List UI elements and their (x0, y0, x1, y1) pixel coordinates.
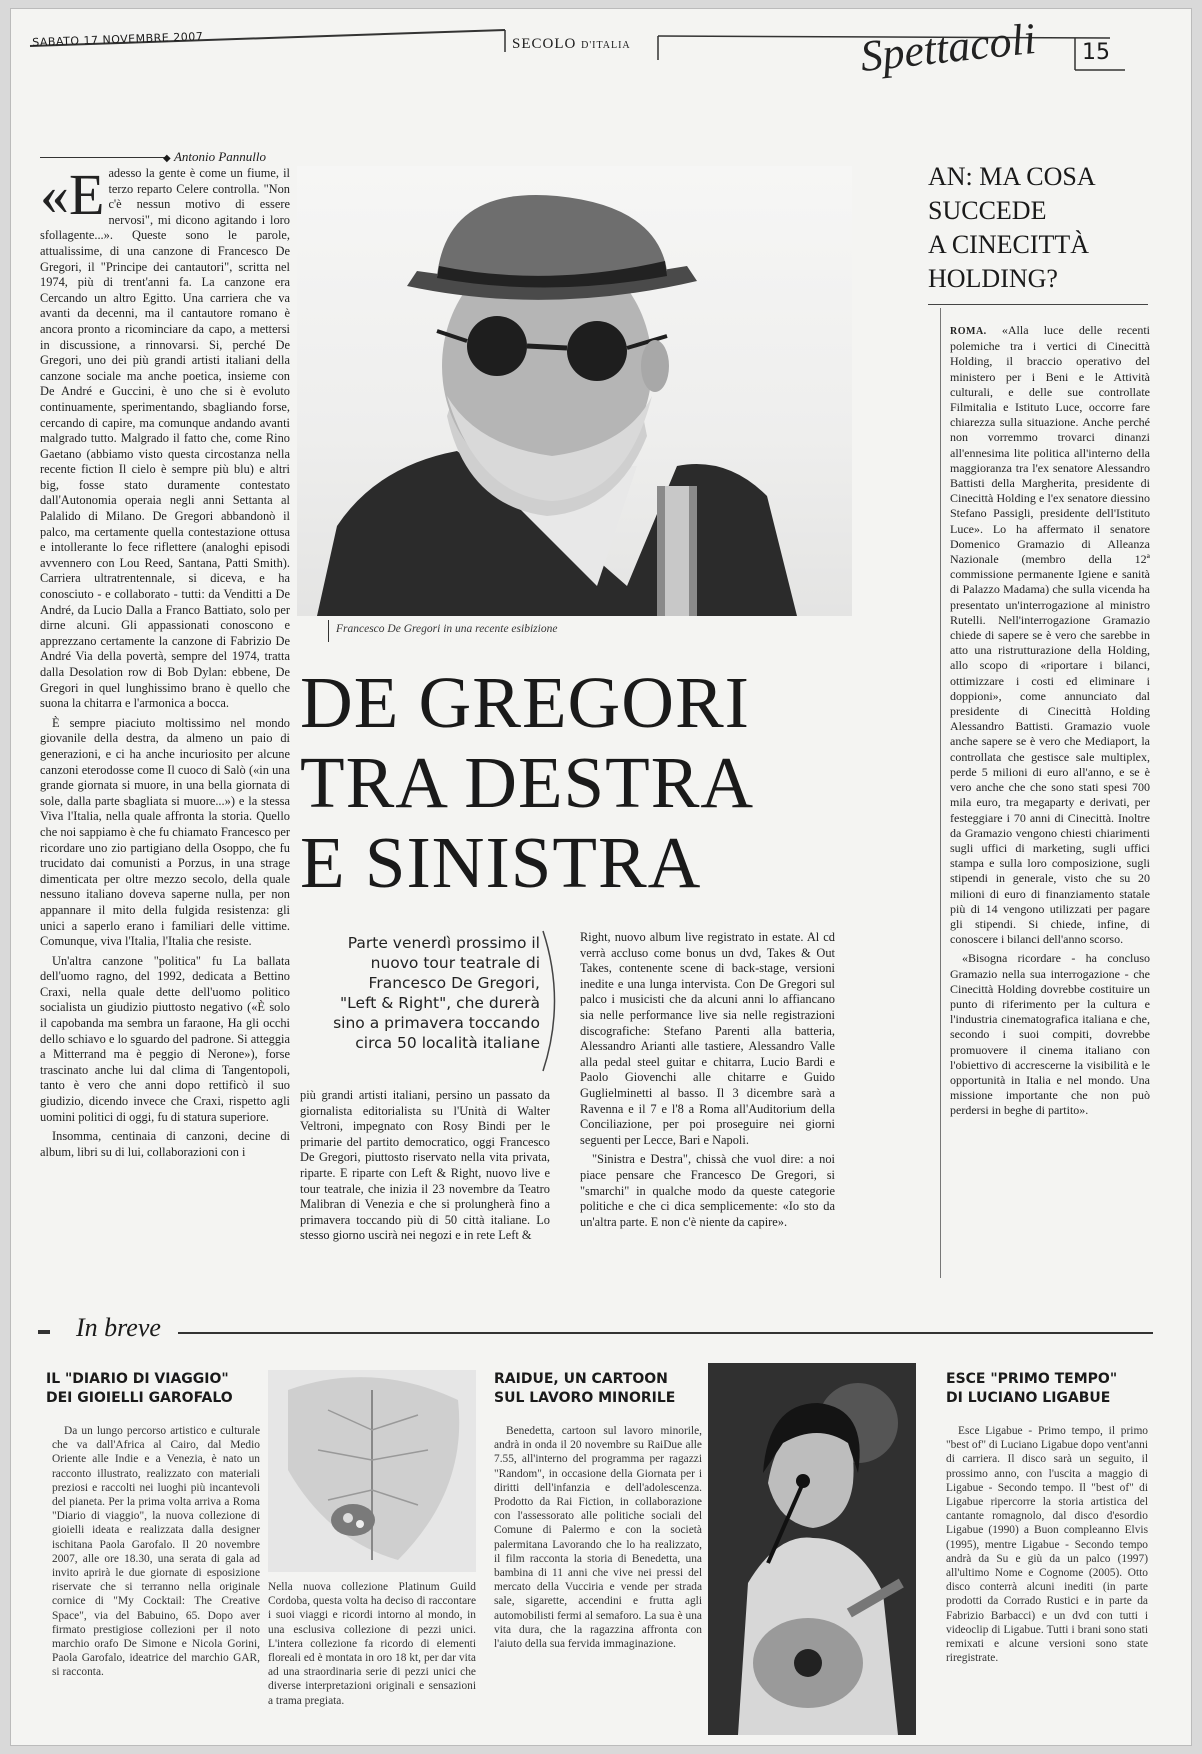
section-title: Spettacoli (857, 13, 1039, 82)
caption-rule (328, 620, 329, 642)
side-rule (928, 304, 1148, 305)
article-column-1 (40, 166, 290, 1276)
issue-date: SABATO 17 NOVEMBRE 2007 (32, 30, 204, 49)
article-paragraph: adesso la gente è come un fiume, il terzo reparto Celere controlla. "Non c'è nessun motivo di essere nervosi", mi dicono agitando i loro sfollagente...». Queste sono le parole, attualissime, di una canzone di Francesco De Gregori, il "Principe dei cantautori", scritta nel 1974, più di trent'anni fa. La canzone era Cercando un altro Egitto. Una carriera che va avanti da decenni, ma il cantautore romano è ancora pronto a ricominciare da capo, a mettersi in discussione, a rinnovarsi. Si, perché De Gregori, uno dei più grandi artisti italiani della canzone sociale ma anche poetica, insieme con De André e Guccini, è uno che si è evoluto continuamente, sperimentando, sbagliando forse, cercando di capire, ma comunque andando avanti malgrado tutto. Malgrado il fatto che, come Rino Gaetano (abbiamo visto questa circostanza nella recente fiction Il cielo è sempre più blu) e altri big, fosse stato duramente contestato dall'Autonomia operaia negli anni Settanta al Palalido di Milano. De Gregori abbandonò il palco, ma certamente quella contestazione ottusa e intollerante lo fece riflettere (analoghi episodi avvennero con Lou Reed, Santana, Patti Smith). Carriera ultratrentennale, si diceva, e ha conosciuto - e collaborato - tutti: da Venditti a De André, da Lucio Dalla a Franco Battiato, solo per dirne alcuni. Gli appassionati conoscono e apprezzano certamente la canzone di Fabrizio De André Via della povertà, sempre del 1974, tratta dalla Desolation row di Bob Dylan: ebbene, De Gregori in quel lunghissimo brano è quello che suona la chitarra e l'armonica a bocca. (40, 166, 290, 711)
ligabue-performer-image (708, 1363, 916, 1735)
ligabue-photo (708, 1363, 916, 1735)
side-headline-line: A CINECITTÀ (928, 230, 1090, 259)
in-breve-mark (38, 1330, 50, 1334)
de-gregori-portrait (297, 166, 852, 616)
in-breve-rule (178, 1332, 1153, 1334)
main-headline (300, 663, 754, 903)
article-paragraph: Right, nuovo album live registrato in estate. Al cd verrà accluso come bonus un dvd, Takes & Out Takes, contenente scene di back-stage, versioni inedite e una lunga intervista. Con De Gregori sul palco i musicisti che da alcuni anni lo affiancano sia nelle performance live sia nelle registrazioni discografiche: Stefano Parenti alla batteria, Alessandro Arianti alle tastiere, Alessandro Valle alla pedal steel guitar e chitarra, Lucio Bardi e Paolo Giovenchi alle chitarre e Guido Guglielminetti al basso. Il 3 dicembre sarà a Ravenna e il 7 e l'8 a Roma all'Auditorium della Conciliazione, per poi proseguire nei giorni seguenti per Lecce, Bari e Napoli. (580, 930, 835, 1147)
brief-headline: RAIDUE, UN CARTOON SUL LAVORO MINORILE (494, 1371, 676, 1406)
headline-line: TRA DESTRA (300, 742, 755, 823)
brief-headline: ESCE "PRIMO TEMPO" DI LUCIANO LIGABUE (946, 1371, 1118, 1406)
headline-line: E SINISTRA (300, 822, 702, 903)
article-paragraph: È sempre piaciuto moltissimo nel mondo giovanile della destra, da almeno un paio di generazioni, e ci ha anche incuriosito per alcune canzoni eterodosse come Il cuoco di Salò («in una grande giornata si muore, in una bella giornata di sole, dalla parte sbagliata si muore...») e la stessa Viva l'Italia, nella quale affronta la storia. Quello che noi sappiamo è che fu chiamato Francesco per ricordare uno zio partigiano della Osoppo, che fu trucidato dai comunisti a Porzus, in una strage dimenticata per oltre mezzo secolo, della quale nessuno italiano doveva saperne nulla, per non appannare il mito della fulgida resistenza: gli unici a saperlo erano i familiari delle vittime. Comunque, viva l'Italia, l'Italia che resiste. (40, 715, 290, 949)
main-photo (297, 166, 852, 616)
brief-text-continued: Nella nuova collezione Platinum Guild Cordoba, questa volta ha deciso di raccontare i suoi viaggi e ricordi intorno al mondo, in una esclusiva collezione di pezzi unici. L'intera collezione fa ricordo di elementi floreali ed è montata in oro 18 kt, per dar vita ad una straordinaria serie di pezzi unici che diverse interpretazioni originali e sensazioni a trama pregiata. (268, 1581, 476, 1707)
side-headline (928, 160, 1158, 296)
pullquote-bracket (538, 926, 568, 1076)
article-column-3 (580, 930, 835, 1278)
side-paragraph: «Bisogna ricordare - ha concluso Gramazio nella sua interrogazione - che Cinecittà Holding dovrebbe costituire un punto di riferimento per la cultura e l'industria cinematografica italiana e che, secondo i suoi compiti, dovrebbe promuovere il cinema italiano con l'obiettivo di accrescerne la visibilità e le opportunità in Italia e nel mondo. Una missione importante che non può perdersi in beghe di partito». (950, 951, 1150, 1118)
leaf-jewel-image (268, 1370, 476, 1572)
article-paragraph: più grandi artisti italiani, persino un passato da giornalista editorialista su l'Unità di Walter Veltroni, impegnato con Rosy Bindi per le primarie del partito democratico, oggi Francesco De Gregori, piuttosto riservato nella vita privata, riparte. E riparte con Left & Right, nuovo live e tour teatrale, che inizia il 23 novembre da Teatro Malibran di Venezia e che si prolungherà fino a primavera toccando più di 50 città italiane. Lo stesso giorno uscirà nei negozi e in rete Left & (300, 1088, 550, 1243)
article-paragraph: "Sinistra e Destra", chissà che vuol dire: a noi piace pensare che Francesco De Gregori, si "smarchi" in qualche modo da queste categorie politiche e che ci dica semplicemente: «Io sto da un'altra parte. E non c'è niente da capire». (580, 1152, 835, 1229)
jewelry-photo (268, 1370, 476, 1572)
brief-text: Benedetta, cartoon sul lavoro minorile, andrà in onda il 20 novembre su RaiDue alle 7.55, all'interno del programma per ragazzi "Random", in occasione della Giornata per i diritti dell'infanzia e dell'adolescenza. Prodotto da Rai Fiction, in collaborazione con l'assessorato alle politiche sociali del Comune di Palermo e con la società palermitana Lavorando che lo ha realizzato, il film racconta la storia di Benedetta, una bambina di 11 anni che vive nei pressi del mercato della Vucciria e vende per strada sale, sigarette, accendini e frutta agli automobilisti fermi al semaforo. La sua è una vita dura, che la ragazzina affronta con l'aiuto della sua fervida immaginazione. (494, 1425, 702, 1651)
in-breve-label: In breve (76, 1313, 161, 1342)
page-number: 15 (1082, 40, 1110, 65)
article-column-2 (300, 1088, 550, 1278)
byline-rule (40, 157, 168, 158)
brief-text: Esce Ligabue - Primo tempo, il primo "best of" di Luciano Ligabue dopo vent'anni di carriera. Il disco sarà un seguito, il prossimo anno, con l'uscita a maggio di Ligabue - Secondo tempo. Il "best of" di Ligabue ripercorre la storia artistica del cantante romagnolo, dal disco d'esordio Ligabue (1990) a Buon compleanno Elvis (1995), mentre Ligabue - Secondo tempo andrà da Su e giù da un palco (1997) all'ultimo Nome e Cognome (2005). Otto disco conterrà alcuni inediti (in parte prodotti da Corrado Rustici e in parte da Fabrizio Barbacci) e un dvd con tutti i videoclip di Ligabue. Tutti i brani sono stati remixati e alcune versioni sono state riregistrate. (946, 1425, 1148, 1665)
article-paragraph: Insomma, centinaia di canzoni, decine di album, libri su di lui, collaborazioni con i (40, 1129, 290, 1159)
byline: ◆ Antonio Pannullo (163, 149, 267, 164)
pullquote: Parte venerdì prossimo il nuovo tour teatrale di Francesco De Gregori, "Left & Right", che durerà sino a primavera toccando circa 50 località italiane (333, 934, 540, 1052)
brief-text: Da un lungo percorso artistico e culturale che va dall'Africa al Cairo, dal Medio Oriente alle Indie e a Venezia, è nato un racconto illustrato, realizzato con materiali preziosi e raccolti nei luoghi più incantevoli del pianeta. Per la prima volta arriva a Roma "Diario di viaggio", la nuova collezione di gioielli ideata e realizzata dalla designer ischitana Paola Garofalo. Il 20 novembre 2007, alle ore 18.30, una serata di gala ad invito aprirà le due giornate di esposizione riservate che si terranno nella originale cornice di "My Cocktail: The Creative Space", via del Babuino, 65. Dopo aver firmato prestigiose collezioni per il noto marchio orafo De Simone e Nicola Gorini, Paola Garofalo, ideatrice del marchio GAR, si racconta. (52, 1425, 260, 1679)
side-column-divider (940, 308, 941, 1278)
newspaper-name-main: SECOLO (512, 36, 577, 52)
newspaper-name (512, 36, 631, 53)
brief-headline: IL "DIARIO DI VIAGGIO" DEI GIOIELLI GAROFALO (46, 1371, 233, 1406)
side-headline-line: HOLDING? (928, 264, 1058, 293)
side-article-body (950, 323, 1150, 1278)
drop-cap: «E (40, 166, 105, 227)
side-paragraph: ROMA. «Alla luce delle recenti polemiche tra i vertici di Cinecittà Holding, il braccio operativo del ministero per i Beni e le Attività culturali, e delle sue controllate Filmitalia e Istituto Luce, occorre fare chiarezza sulla situazione. Anche perché non vorremmo trovarci dinanzi all'ennesima lite politica all'interno della maggioranza tra l'ex senatore Alessandro Battisti della Margherita, presidente di Cinecittà Holding e l'ex senatore diessino Stefano Passigli, presidente dell'Istituto Luce». Lo ha affermato il senatore Domenico Gramazio di Alleanza Nazionale (membro della 12ª commissione permanente Igiene e sanità di Palazzo Madama) che sulla vicenda ha presentato un'interrogazione al ministro Rutelli. Nell'interrogazione Gramazio chiede di sapere se è vero che sarebbe in atto una ristrutturazione della Holding, allo scopo di «riportare i bilanci, ottimizzare i costi ed eliminare i doppioni», come annunciato dal presidente di Cinecittà Holding Alessandro Battisti. Gramazio vuole anche sapere se è vero che Mediaport, la controllata che gestisce sale multiplex, perde 5 milioni di euro all'anno, e se è vero anche che che sono stati spesi 700 mila euro, tra megaparty e derivati, per festeggiare i 70 anni di Cinecittà. Inoltre da Gramazio vengono chiesti chiarimenti sugli uffici di marketing, sugli uffici stampa e sulla loro composizione, sugli stipendi in generale, visto che su 20 milioni di euro di finanziamento statale più di 14 vengono utilizzati per pagare gli stipendi. Si chiede, infine, di conoscere i bilanci dell'anno scorso. (950, 323, 1150, 947)
newspaper-name-suffix: D'ITALIA (581, 40, 631, 51)
photo-caption: Francesco De Gregori in una recente esibizione (336, 623, 558, 635)
article-paragraph: Un'altra canzone "politica" fu La ballata dell'uomo ragno, del 1992, dedicata a Bettino Craxi, nella quale dette dell'uomo politico socialista un giudizio piuttosto negativo («È solo il capobanda ma sembra un faraone, Ha gli occhi dello schiavo e lo sguardo del padrone. Si atteggia a Mitterrand ma è peggio di Nerone»), forse trascinato anche lui dal clima di Tangentopoli, tanto è vero che anni dopo rettificò il suo giudizio, dicendo invece che Craxi, rispetto agli uomini politici di oggi, fu di statura superiore. (40, 953, 290, 1124)
side-headline-line: SUCCEDE (928, 196, 1047, 225)
side-headline-line: AN: MA COSA (928, 162, 1096, 191)
newspaper-page (10, 8, 1192, 1746)
dateline: ROMA. (950, 326, 987, 337)
headline-line: DE GREGORI (300, 662, 750, 743)
